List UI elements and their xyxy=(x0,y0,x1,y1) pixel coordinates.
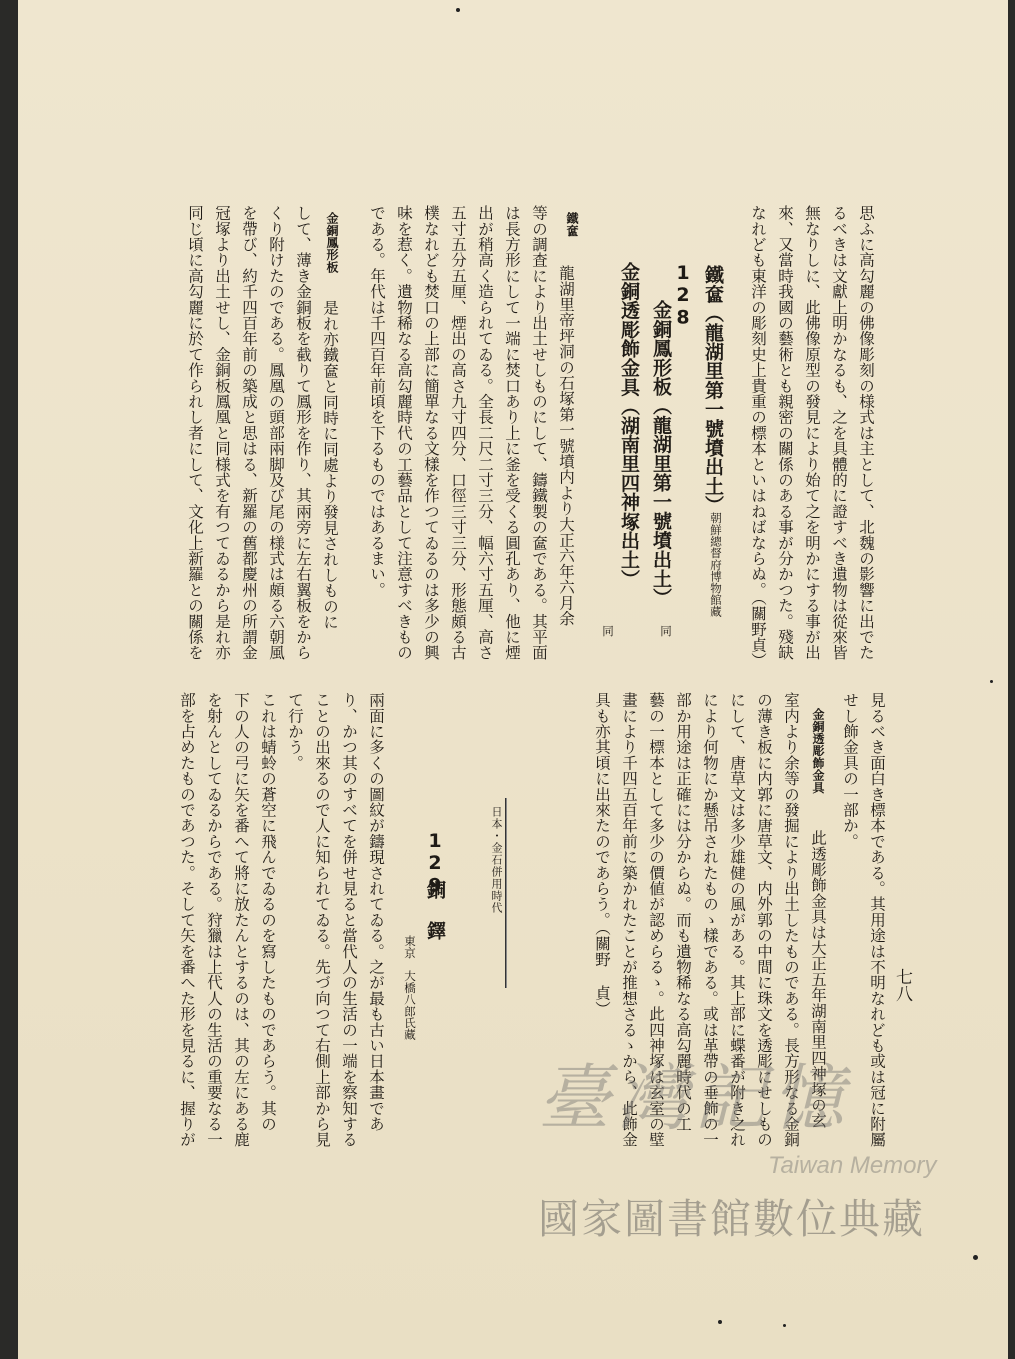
body-line: 來、又當時我國の藝術とも親密の關係のある事が分かつた。殘缺 xyxy=(776,205,794,661)
body-line: せし飾金具の一部か。 xyxy=(841,692,859,849)
watermark-english: Taiwan Memory xyxy=(768,1152,937,1179)
body-line: 部か用途は正確には分からぬ。而も遺物稀なる高勾麗時代の工 xyxy=(674,692,692,1132)
body-line: 下の人の弓に矢を番へて將に放たんとするのは、其の左にある鹿 xyxy=(232,692,250,1148)
body-line: て行かう。 xyxy=(286,692,304,771)
print-speck xyxy=(718,1320,722,1324)
body-line: 冠塚より出土せし、金銅板鳳凰と同様式を有つてゐるから是れ亦 xyxy=(213,205,231,661)
body-line: 見るべき面白き標本である。其用途は不明なれども或は冠に附屬 xyxy=(868,692,886,1148)
section-heading: 金銅透彫飾金具 xyxy=(811,708,825,794)
body-line: 室内より余等の發掘により出土したものである。長方形なる金銅 xyxy=(782,692,800,1148)
print-speck xyxy=(990,680,993,683)
body-line: 此透彫飾金具は大正五年湖南里四神塚の玄 xyxy=(809,830,827,1129)
body-line: である。年代は千四百年前頃を下るものではあるまい。 xyxy=(368,205,386,598)
body-line: 無なりしに、此佛像原型の發見により始て之を明かにする事が出 xyxy=(803,205,821,661)
watermark-chinese: 國家圖書館數位典藏 xyxy=(538,1195,925,1243)
item-title: 銅鐸 xyxy=(424,880,446,962)
body-line: して、薄き金銅板を截りて鳳形を作り、其兩旁に左右翼板をから xyxy=(294,205,312,661)
body-line: を射んとしてゐるからである。狩獵は上代人の生活の重要なる一 xyxy=(205,692,223,1148)
item-title: 金銅鳳形板（龍湖里第一號墳出土） xyxy=(650,300,672,608)
body-line: 藝の一標本として多少の價値が認めらるゝ。此四神塚は玄室の壁 xyxy=(647,692,665,1148)
item-owner: 同 xyxy=(601,625,615,637)
body-line: は長方形にして一端に焚口あり上に釜を受くる圓孔あり、他に煙 xyxy=(503,205,521,661)
page-number: 七八 xyxy=(892,968,912,1002)
body-line: の薄き板に内郭に唐草文、内外郭の中間に珠文を透彫にせしもの xyxy=(755,692,773,1148)
document-page xyxy=(18,0,1008,1359)
body-line: り、かつ其のすべてを併せ見ると當代人の生活の一端を察知する xyxy=(340,692,358,1148)
body-line: なれども東洋の彫刻史上貴重の標本といはねばならぬ。（關野貞） xyxy=(749,205,767,669)
body-line: 兩面に多くの圖紋が鑄現されてゐる。之が最も古い日本畫であ xyxy=(367,692,385,1132)
body-line: るべきは文獻上明かなるも、之を具體的に證すべき遺物は從來皆 xyxy=(830,205,848,661)
print-speck xyxy=(973,1255,978,1260)
section-heading: 金銅鳳形板 xyxy=(325,212,339,273)
section-divider xyxy=(506,798,507,988)
body-line: 樸なれども焚口の上部に簡單なる文樣を作つてゐるのは多少の興 xyxy=(422,205,440,661)
body-line: 同じ頃に高勾麗に於て作られし者にして、文化上新羅との關係を xyxy=(186,205,204,661)
body-line: にして、唐草文は多少雄健の風がある。其上部に蝶番が附き之れ xyxy=(728,692,746,1148)
body-line: 龍湖里帝坪洞の石塚第一號墳内より大正六年六月余 xyxy=(557,265,575,627)
period-label: 日本・金石併用時代 xyxy=(490,806,503,914)
body-line: 思ふに高勾麗の佛像彫刻の様式は主として、北魏の影響に出でた xyxy=(857,205,875,661)
body-line: 部を占めたものであつた。そして矢を番へた形を見るに、握りが xyxy=(178,692,196,1148)
print-speck xyxy=(456,8,460,12)
item-owner: 朝鮮總督府博物館藏 xyxy=(709,512,723,618)
item-owner: 東京 大橋八郎氏藏 xyxy=(403,935,417,1041)
body-line: 是れ亦鐵奩と同時に同處より發見されしものに xyxy=(321,300,339,630)
body-line: 出が稍高く造られてゐる。全長二尺二寸三分、幅六寸五厘、高さ xyxy=(476,205,494,661)
item-number: 128 xyxy=(672,262,694,329)
body-line: 具も亦其頃に出來たのであらう。（關野 貞） xyxy=(593,692,611,1017)
body-line: を帶び、約千四百年前の築成と思はる、新羅の舊都慶州の所謂金 xyxy=(240,205,258,661)
body-line: 畫により千四五百年前に築かれたことが推想さるゝから、此飾金 xyxy=(620,692,638,1148)
section-heading: 鐵奩 xyxy=(565,212,579,237)
item-title: 金銅透彫飾金具（湖南里四神塚出土） xyxy=(618,262,640,589)
item-owner: 同 xyxy=(659,625,673,637)
print-speck xyxy=(783,1324,786,1327)
body-line: くり附けたのである。鳳凰の頭部兩脚及び尾の様式は頗る六朝風 xyxy=(267,205,285,661)
body-line: ことの出來るので人に知られてゐる。先づ向つて右側上部から見 xyxy=(313,692,331,1148)
item-number: 129 xyxy=(424,830,446,897)
item-title: 鐵奩（龍湖里第一號墳出土） xyxy=(702,265,724,515)
watermark-script: 臺灣記憶 xyxy=(538,1056,851,1140)
body-line: 五寸五分五厘、煙出の高さ九寸四分、口徑三寸三分、形態頗る古 xyxy=(449,205,467,661)
body-line: 味を惹く。遺物稀なる高勾麗時代の工藝品として注意すべきもの xyxy=(395,205,413,661)
body-line: 等の調査により出土せしものにして、鑄鐵製の奩である。其平面 xyxy=(530,205,548,661)
body-line: これは蜻蛉の蒼空に飛んでゐるのを寫したものであらう。其の xyxy=(259,692,277,1132)
body-line: により何物にか懸吊されたものゝ樣である。或は革帶の垂飾の一 xyxy=(701,692,719,1148)
